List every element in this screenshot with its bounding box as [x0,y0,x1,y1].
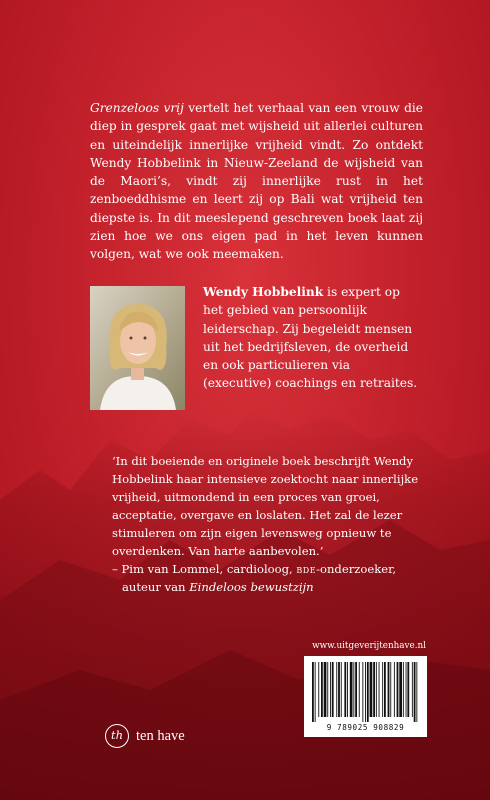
book-title-italic: Grenzeloos vrij [90,101,184,115]
barcode-bar [330,662,331,717]
quote-author-line [112,578,432,596]
barcode-bar [353,662,354,717]
barcode-bar [390,662,391,717]
barcode-bar [347,662,348,717]
author-line-prefix: auteur van [122,580,190,594]
barcode-bar [350,662,353,717]
barcode-bars [310,662,421,722]
author-name: Wendy Hobbelink [203,285,324,299]
blurb-text: vertelt het verhaal van een vrouw die diep in gesprek gaat met wijsheid uit allerlei culturen en uiteindelijk innerlijke vrijheid vindt. Zo ontdekt Wendy Hobbelink in Nieuw-Zeeland de wijsheid van de Maori’s, vindt zij innerlijke rust in het zenboeddhisme en leert zij op Bali wat vrijheid ten diepste is. In dit meeslepend geschreven boek laat zij zien hoe we ons eigen pad in het leven kunnen volgen, wat we ook meemaken. [90,101,423,262]
barcode-bar [394,662,395,717]
barcode-bar [365,662,366,722]
publisher-branding [105,723,185,749]
publisher-name: ten have [136,727,185,744]
publisher-logo-icon [105,724,129,748]
barcode-bar [379,662,380,717]
barcode-bar [344,662,346,717]
barcode-bar [315,662,316,722]
barcode-bar [355,662,357,717]
barcode-bar [359,662,360,717]
barcode-bar [324,662,327,717]
barcode-bar [367,662,369,722]
publisher-logo-text: th [110,728,124,743]
barcode-bar [321,662,323,717]
barcode-bar [414,662,416,722]
barcode-bar [407,662,409,717]
attribution-suffix: -onderzoeker, [316,562,397,576]
barcode-bar [318,662,319,717]
barcode-bar [327,662,328,717]
author-book-title: Eindeloos bewustzijn [189,580,314,594]
isbn-barcode [304,656,427,737]
barcode-bar [362,662,363,722]
barcode-bar [399,662,402,717]
quote-text: ‘In dit boeiende en originele boek beschrijft Wendy Hobbelink haar intensieve zoektocht naar innerlijke vrijheid, uitmondend in een proces van groei, acceptatie, overgave en loslaten. Het zal de lezer stimuleren om zijn eigen levensweg opnieuw te overdenken. Van harte aanbevolen.’ [112,454,419,558]
barcode-bar [312,662,314,722]
barcode-bar [370,662,373,717]
barcode-bar [416,662,417,722]
attribution-prefix: – Pim van Lommel, cardioloog, [112,562,297,576]
publisher-website[interactable]: www.uitgeverijtenhave.nl [312,641,426,651]
isbn-number: 9 789025 908829 [326,723,405,732]
barcode-bar [341,662,342,717]
endorsement-quote [112,452,432,596]
barcode-bar [376,662,377,717]
author-bio [203,283,421,393]
barcode-bar [388,662,390,717]
barcode-bar [412,662,413,717]
attribution-small-caps: bde [296,562,317,576]
barcode-bar [403,662,404,717]
barcode-bar [384,662,386,717]
barcode-bar [406,662,407,717]
author-bio-text: is expert op het gebied van persoonlijk leiderschap. Zij begeleidt mensen uit het bedrijfsleven, de overheid en ook particulieren via (executive) coachings en retraites. [203,285,418,391]
blurb-paragraph [90,99,423,264]
barcode-bar [336,662,337,717]
quote-attribution [112,560,432,578]
barcode-bar [397,662,399,717]
barcode-bar [373,662,375,717]
barcode-bar [332,662,334,717]
author-photo [90,286,185,410]
barcode-bar [382,662,383,717]
barcode-bar [338,662,340,717]
